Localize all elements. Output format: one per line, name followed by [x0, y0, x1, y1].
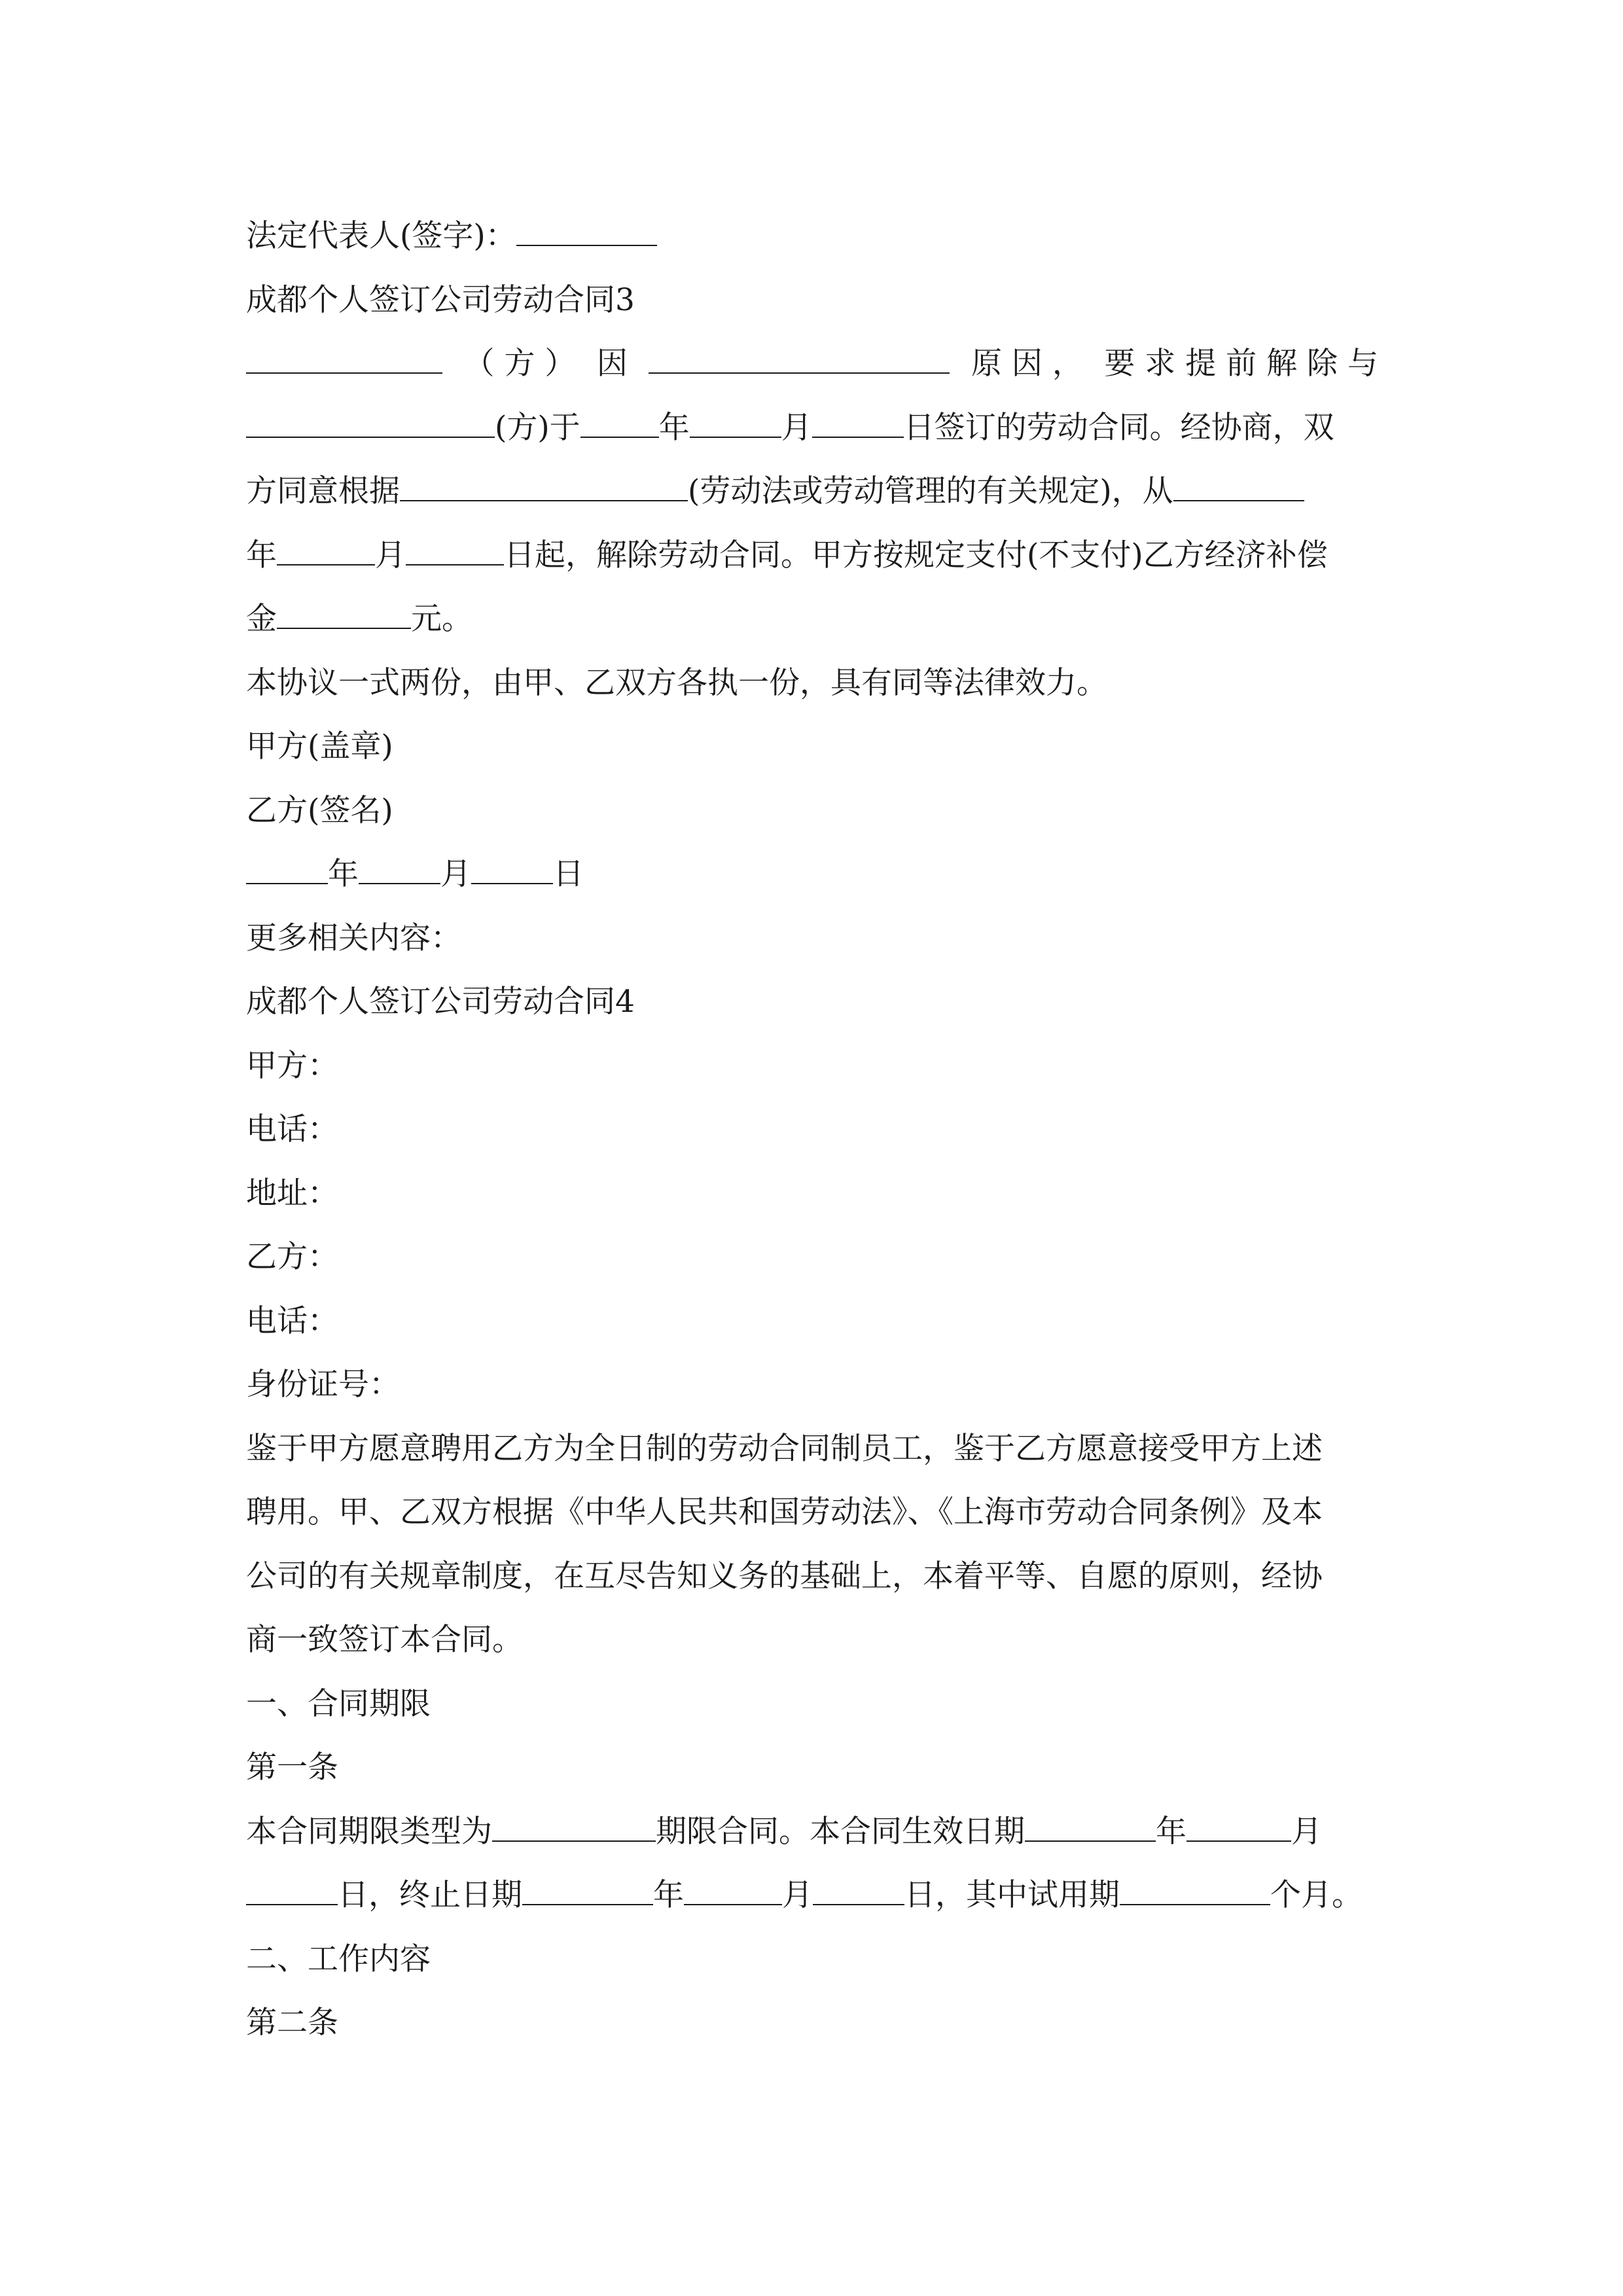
section-2-heading: 二、工作内容 [246, 1941, 431, 1977]
blank-reason [649, 346, 950, 374]
party-a-label: 甲方： [246, 1047, 338, 1084]
party-a-seal: 甲方(盖章) [246, 728, 393, 764]
blank-day [812, 410, 904, 438]
blank-from-year [1173, 474, 1304, 501]
contract3-title: 成都个人签订公司劳动合同3 [246, 281, 635, 318]
text-ri: 日 [553, 856, 584, 892]
phone-a-label: 电话： [246, 1111, 338, 1147]
party-b-sign: 乙方(签名) [246, 792, 393, 829]
blank-day [813, 1878, 904, 1905]
blank-other-party [246, 410, 495, 438]
party-b-label: 乙方： [246, 1239, 338, 1275]
preamble-line-1 [246, 1417, 1378, 1481]
blank-day [246, 1878, 338, 1905]
text-yue: 月 [440, 856, 471, 892]
text-nian: 年 [658, 409, 690, 446]
agreement-copies: 本协议一式两份，由甲、乙双方各执一份，具有同等法律效力。 [246, 664, 1107, 701]
blank-day [471, 857, 553, 884]
blank-year [580, 410, 659, 438]
preamble-line-3: 公司的有关规章制度，在互尽告知义务的基础上，本着平等、自愿的原则，经协 [246, 1558, 1323, 1594]
article-1-heading: 第一条 [246, 1749, 338, 1785]
article-2-heading: 第二条 [246, 2005, 338, 2041]
termination-line-5 [246, 587, 1378, 651]
preamble-text: 鉴于甲方愿意聘用乙方为全日制的劳动合同制员工，鉴于乙方愿意接受甲方上述 [246, 1430, 1323, 1467]
text-yue: 月 [781, 409, 812, 446]
blank-month [277, 538, 375, 565]
text-nian: 年 [653, 1877, 684, 1913]
term-line-1 [246, 1800, 1378, 1864]
blank-day [406, 538, 504, 565]
text-nian: 年 [246, 537, 277, 573]
blank-month [1186, 1814, 1291, 1842]
phone-b-label: 电话： [246, 1302, 338, 1339]
legal-rep-line [246, 204, 1378, 268]
termination-line-4 [246, 524, 1378, 588]
text-fang: （ 方 ） [463, 346, 576, 382]
text-law-note: (劳动法或劳动管理的有关规定)，从 [688, 473, 1173, 509]
legal-rep-label: 法定代表人(签字)： [246, 218, 516, 254]
text-request: 要 求 提 前 解 除 与 [1104, 346, 1378, 382]
blank-year [246, 857, 328, 884]
text-agree: 方同意根据 [246, 473, 400, 509]
blank-month [684, 1878, 782, 1905]
text-nian: 年 [328, 856, 359, 892]
text-probation: 日，其中试用期 [904, 1877, 1120, 1913]
preamble-line-2: 聘用。甲、乙双方根据《中华人民共和国劳动法》、《上海市劳动合同条例》及本 [246, 1494, 1323, 1530]
text-signed: 日签订的劳动合同。经协商，双 [903, 409, 1334, 446]
section-1-heading: 一、合同期限 [246, 1685, 431, 1722]
blank-party [246, 346, 442, 374]
preamble-line-4: 商一致签订本合同。 [246, 1622, 523, 1658]
text-end: 日，终止日期 [338, 1877, 522, 1913]
address-label: 地址： [246, 1175, 338, 1211]
contract4-title: 成都个人签订公司劳动合同4 [246, 984, 635, 1020]
text-fang-yu: (方)于 [495, 409, 580, 446]
text-yue: 月 [782, 1877, 813, 1913]
blank-term-type [492, 1814, 656, 1842]
text-yue: 月 [1291, 1813, 1322, 1850]
text-yue: 月 [375, 537, 406, 573]
blank-law [400, 474, 688, 501]
blank-month [359, 857, 440, 884]
blank-probation [1120, 1878, 1270, 1905]
text-term-type: 本合同期限类型为 [246, 1813, 492, 1850]
id-number-label: 身份证号： [246, 1367, 400, 1403]
text-yuan: 元。 [411, 601, 473, 637]
termination-line-3 [246, 459, 1378, 524]
text-reason: 原 因 ， [971, 346, 1083, 382]
signature-blank [516, 219, 657, 246]
text-terminate: 日起，解除劳动合同。甲方按规定支付(不支付)乙方经济补偿 [504, 537, 1328, 573]
termination-line-2 [246, 396, 1378, 460]
text-nian: 年 [1156, 1813, 1186, 1850]
blank-amount [277, 601, 411, 629]
text-effective: 期限合同。本合同生效日期 [656, 1813, 1025, 1850]
more-content: 更多相关内容： [246, 920, 461, 956]
date-line [246, 842, 1378, 906]
blank-month [690, 410, 781, 438]
termination-line-1 [246, 332, 1378, 396]
blank-year [1025, 1814, 1156, 1842]
text-month: 个月。 [1270, 1877, 1363, 1913]
text-jin: 金 [246, 601, 277, 637]
blank-year [522, 1878, 653, 1905]
text-yin: 因 [596, 346, 628, 382]
term-line-2 [246, 1863, 1378, 1928]
document-body [246, 204, 1378, 2055]
